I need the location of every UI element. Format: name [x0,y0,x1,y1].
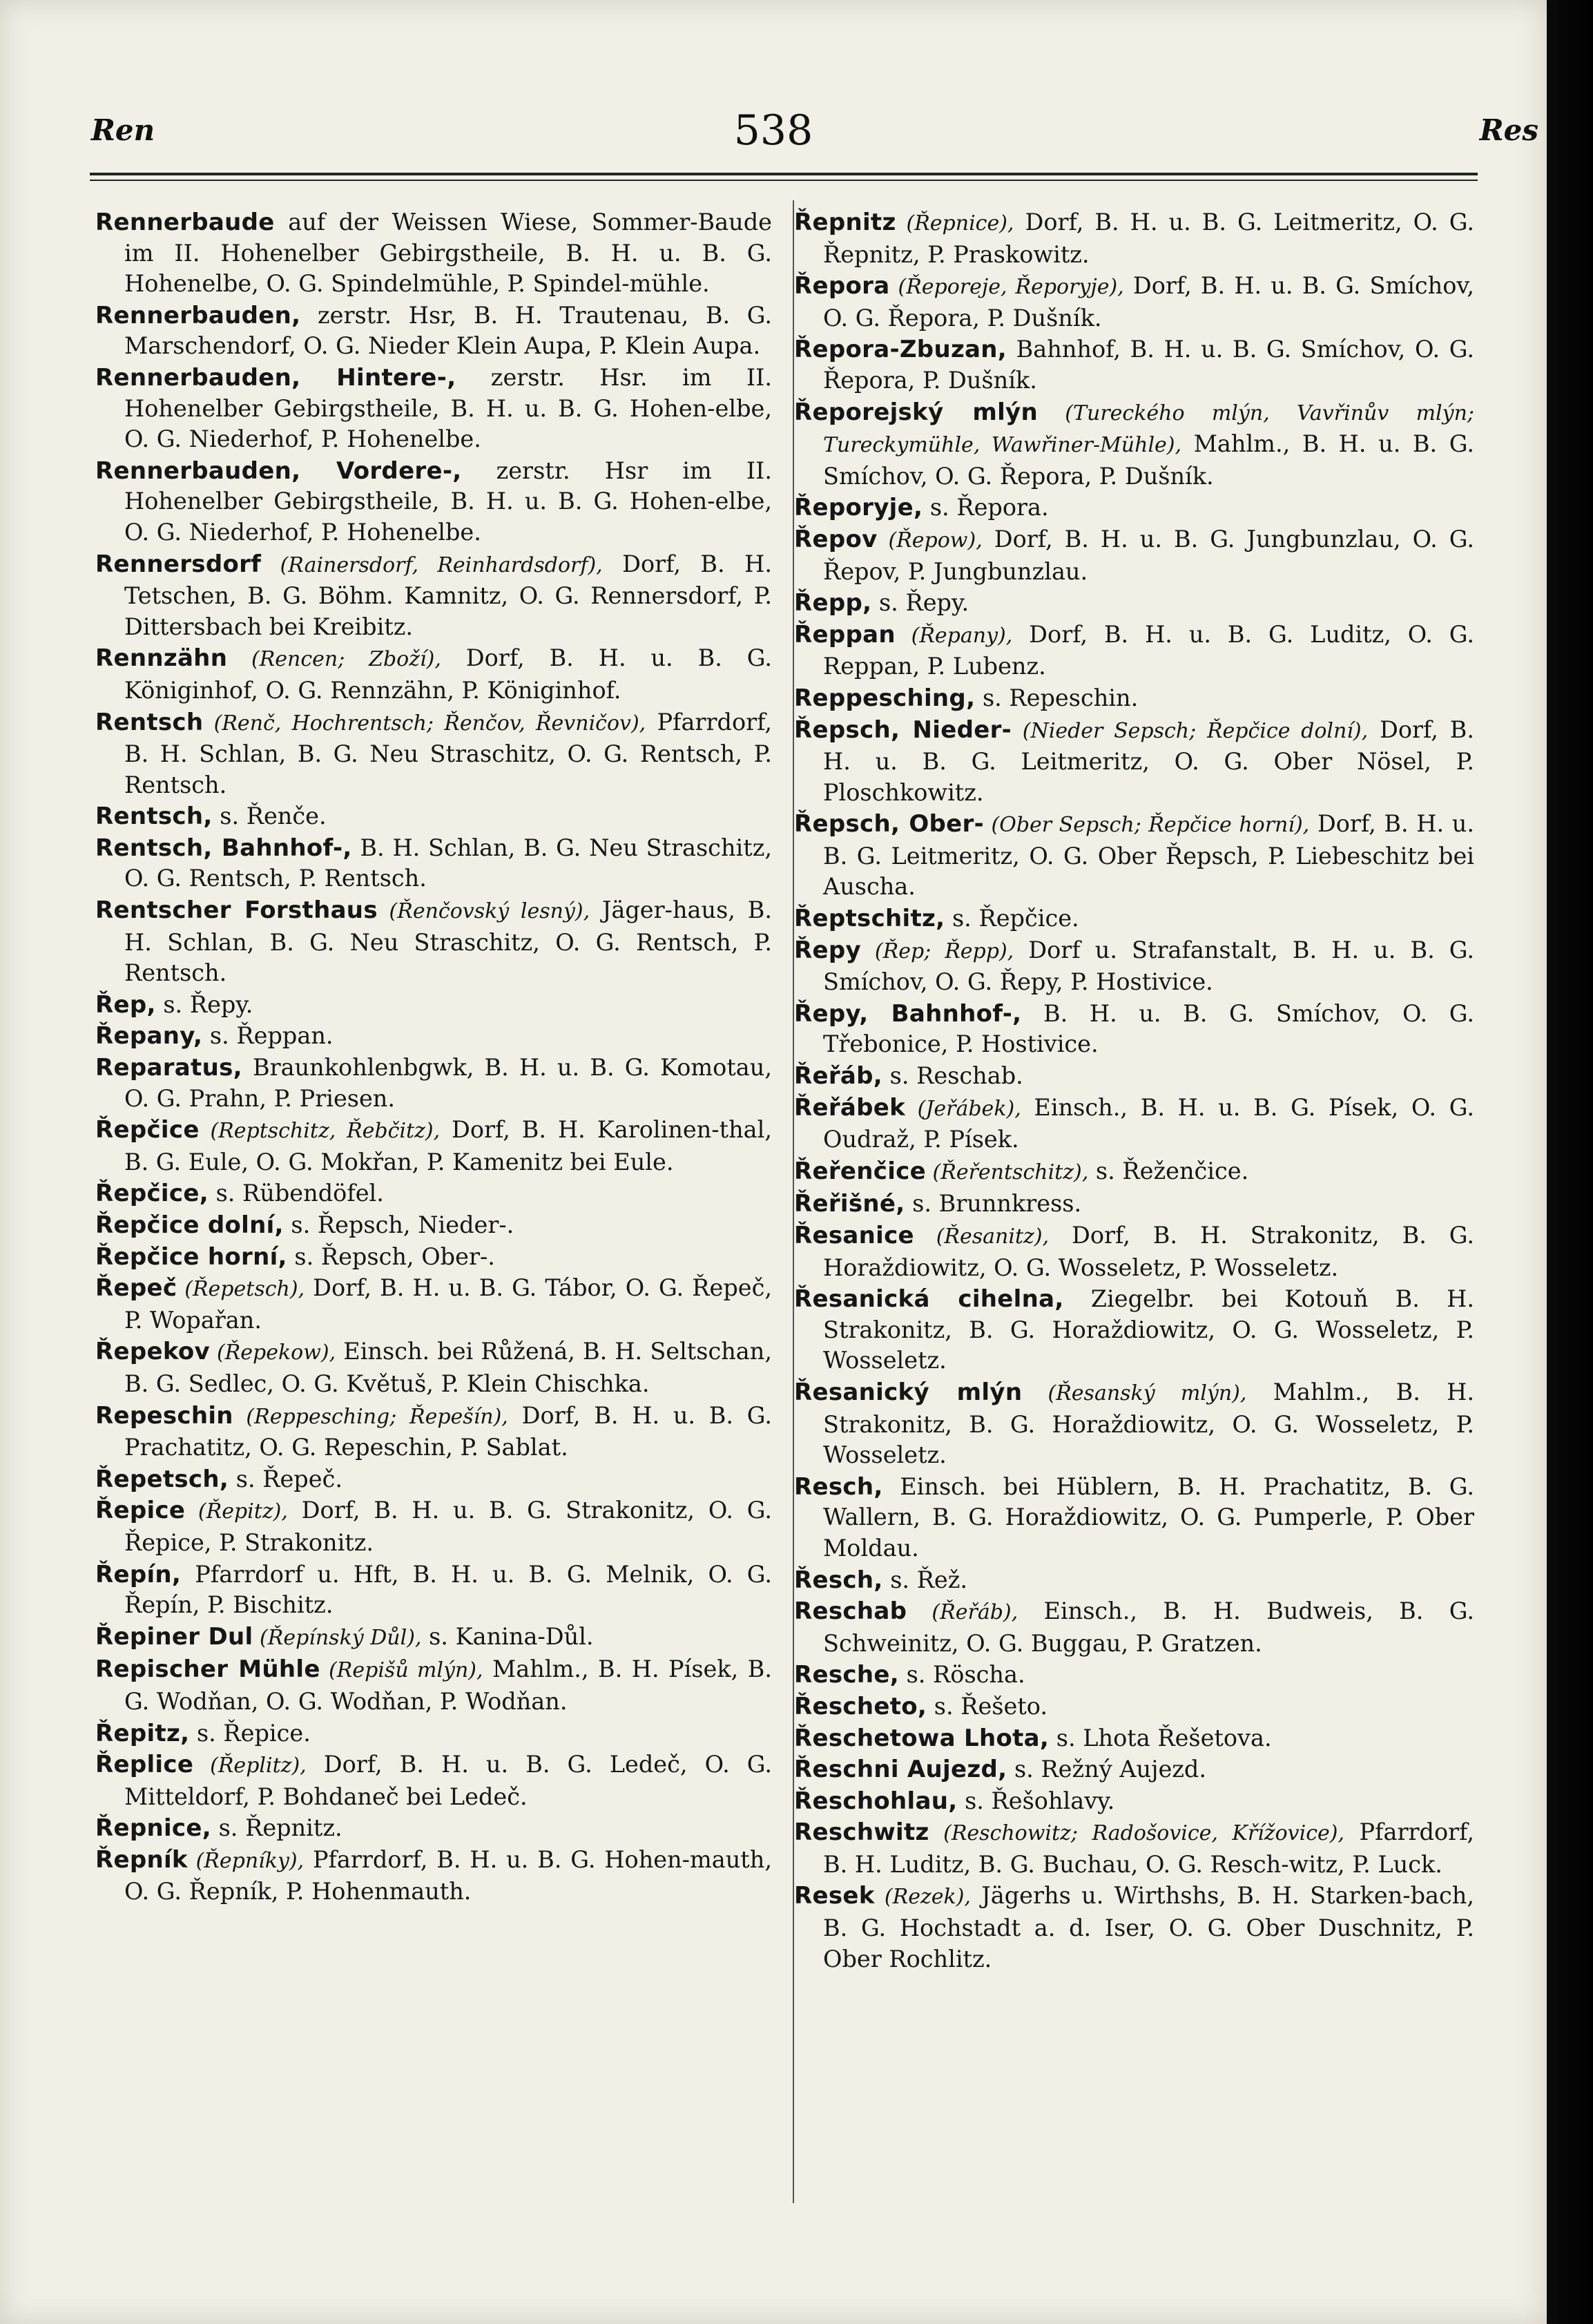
entry-description: Pfarrdorf, B. H. Schlan, B. G. Neu Straschitz, O. G. Rentsch, P. Rentsch. [124,708,772,798]
entry-headword: Řeřáb, [794,1062,883,1091]
entry-description: Ziegelbr. bei Kotouň B. H. Strakonitz, B. G. Horaždiowitz, O. G. Wosseletz, P. Wosseletz. [823,1285,1474,1374]
gazetteer-entry [95,707,772,801]
entry-description: s. Rübendöfel. [208,1180,384,1207]
entry-headword: Resek [794,1882,875,1910]
entry-description: zerstr. Hsr, B. H. Trautenau, B. G. Marschendorf, O. G. Nieder Klein Aupa, P. Klein Aupa. [124,301,772,360]
gazetteer-entry [794,397,1474,492]
right-running-head: Res [1479,113,1538,147]
gazetteer-entry [95,1718,772,1749]
entry-variant-names: (Řeřentschitz), [926,1160,1089,1184]
entry-variant-names: (Reppesching; Řepešín), [233,1404,508,1429]
gazetteer-entry [794,1596,1474,1659]
entry-variant-names: (Rainersdorf, Reinhardsdorf), [261,553,603,577]
entry-headword: Reparatus, [95,1054,242,1082]
entry-variant-names: (Řeporeje, Řeporyje), [889,275,1124,300]
gazetteer-entry [95,300,772,362]
entry-description: Dorf, B. H. u. B. G. Leitmeritz, O. G. Ober Řepsch, P. Liebeschitz bei Auscha. [823,810,1474,901]
entry-description: s. Řepsch, Ober-. [287,1242,495,1270]
entry-variant-names: (Řeřáb), [907,1600,1018,1625]
entry-description: Braunkohlenbgwk, B. H. u. B. G. Komotau, O. G. Prahn, P. Priesen. [124,1054,772,1112]
entry-description: Dorf, B. H. Tetschen, B. G. Böhm. Kamnitz, O. G. Rennersdorf, P. Dittersbach bei Kreibitz. [124,550,772,640]
entry-headword: Řesanice [794,1222,914,1249]
gazetteer-entry [794,809,1474,903]
entry-headword: Řepora [794,272,890,300]
entry-variant-names: (Řepow), [877,528,983,553]
entry-variant-names: (Repišů mlýn), [320,1658,483,1683]
entry-headword: Řeschetowa Lhota, [794,1724,1050,1752]
gazetteer-entry [95,1242,772,1273]
gazetteer-entry [95,456,772,548]
entry-description: Mahlm., B. H. Písek, B. G. Wodňan, O. G. Wodňan, P. Wodňan. [124,1655,772,1715]
entry-description: s. Řešohlavy. [957,1787,1115,1814]
page-number: 538 [733,106,813,155]
entry-description: s. Řepy. [155,990,253,1018]
entry-headword: Řeschni Aujezd, [794,1756,1007,1784]
gazetteer-entry [794,683,1474,714]
entry-headword: Řepov [794,525,878,553]
gazetteer-entry [95,1813,772,1844]
header-rule-thick [90,173,1478,175]
gazetteer-entry [95,549,772,643]
entry-variant-names: (Řepetsch), [177,1277,305,1302]
entry-headword: Řescheto, [794,1692,927,1720]
entry-headword: Rennerbauden, Vordere-, [95,457,462,485]
gazetteer-entry [794,1061,1474,1092]
entry-description: Mahlm., B. H. u. B. G. Smíchov, O. G. Řepora, P. Dušník. [823,430,1474,490]
entry-headword: Řepsch, Nieder- [794,716,1012,744]
entry-headword: Rentscher Forsthaus [95,896,378,925]
entry-headword: Řeschohlau, [794,1787,958,1815]
entry-headword: Řepora-Zbuzan, [794,336,1007,364]
entry-description: Jägerhs u. Wirthshs, B. H. Starken-bach, B. G. Hochstadt a. d. Iser, O. G. Ober Duschnitz, P. Ober Rochlitz. [823,1882,1474,1972]
gazetteer-entry [95,1749,772,1812]
gazetteer-entry [794,999,1474,1060]
entry-headword: Řepice [95,1497,186,1525]
entry-description: Mahlm., B. H. Strakonitz, B. G. Horaždiowitz, O. G. Wosseletz, P. Wosseletz. [823,1378,1475,1469]
entry-headword: Řepčice horní, [95,1242,287,1271]
entry-headword: Repeschin [95,1401,233,1430]
gazetteer-entry [794,620,1474,682]
gazetteer-entry [794,1565,1474,1596]
entry-headword: Řepp, [794,589,872,617]
entry-variant-names: (Reschowitz; Radošovice, Křížovice), [929,1821,1344,1846]
gazetteer-entry [794,207,1474,270]
entry-variant-names: (Nieder Sepsch; Řepčice dolní), [1012,718,1369,743]
entry-description: s. Řepeč. [229,1465,342,1492]
gazetteer-entry [95,1336,772,1399]
entry-description: Pfarrdorf, B. H. u. B. G. Hohen-mauth, O. G. Řepník, P. Hohenmauth. [124,1845,772,1905]
gazetteer-entry [95,1559,772,1621]
entry-description: Dorf, B. H. u. B. G. Jungbunzlau, O. G. Řepov, P. Jungbunzlau. [823,525,1474,585]
gazetteer-entry [95,1622,772,1654]
entry-description: Dorf, B. H. u. B. G. Leitmeritz, O. G. Řepnitz, P. Praskowitz. [823,209,1475,268]
entry-headword: Řeptschitz, [794,905,945,933]
gazetteer-entry [794,1377,1474,1471]
entry-variant-names: (Reptschitz, Řebčitz), [199,1119,441,1144]
gazetteer-entry [794,1156,1474,1189]
entry-description: Dorf, B. H. u. B. G. Leitmeritz, O. G. Ober Nösel, P. Ploschkowitz. [823,716,1475,806]
gazetteer-entry [794,1786,1474,1817]
gazetteer-entry [794,1754,1474,1785]
entry-headword: Řepčice dolní, [95,1211,284,1239]
gazetteer-entry [794,271,1474,334]
entry-description: Dorf, B. H. u. B. G. Königinhof, O. G. Rennzähn, P. Königinhof. [124,644,772,704]
gazetteer-entry [794,1817,1474,1880]
entry-headword: Řesch, [794,1566,883,1594]
entry-variant-names: (Řepnice), [896,211,1014,236]
right-column [794,207,1474,1975]
entry-variant-names: (Řesanský mlýn), [1022,1381,1247,1405]
gazetteer-entry [794,1189,1474,1220]
entry-headword: Řesanický mlýn [794,1378,1023,1406]
entry-headword: Řesanická cihelna, [794,1285,1064,1314]
gazetteer-entry [95,1845,772,1908]
entry-headword: Rentsch, [95,803,213,831]
entry-headword: Řepy [794,936,861,964]
entry-headword: Reschwitz [794,1818,929,1847]
gazetteer-entry [794,1660,1474,1691]
entry-headword: Resche, [794,1661,899,1689]
left-running-head: Ren [91,113,155,147]
entry-headword: Reppesching, [794,684,976,712]
gazetteer-entry [794,588,1474,619]
gazetteer-entry [794,935,1474,998]
entry-variant-names: (Řepany), [895,623,1013,648]
gazetteer-entry [95,1178,772,1209]
entry-headword: Řeporejský mlýn [794,398,1038,426]
gazetteer-entry [95,1654,772,1717]
entry-description: Dorf u. Strafanstalt, B. H. u. B. G. Smíchov, O. G. Řepy, P. Hostivice. [823,936,1474,996]
entry-variant-names: (Řepínský Důl), [253,1625,422,1650]
entry-headword: Řeřišné, [794,1190,905,1218]
entry-description: Dorf, B. H. Karolinen-thal, B. G. Eule, O. G. Mokřan, P. Kamenitz bei Eule. [124,1116,772,1175]
entry-description: s. Režný Aujezd. [1007,1756,1207,1783]
entry-description: B. H. Schlan, B. G. Neu Straschitz, O. G. Rentsch, P. Rentsch. [124,834,772,892]
entry-variant-names: (Řenčovský lesný), [377,899,590,924]
entry-description: s. Röscha. [898,1661,1025,1689]
entry-headword: Řepnitz [794,209,896,236]
entry-description: s. Brunnkress. [905,1190,1082,1218]
entry-headword: Řepnice, [95,1814,211,1843]
gazetteer-entry [794,492,1474,524]
gazetteer-entry [794,1284,1474,1376]
gazetteer-entry [95,1495,772,1558]
gazetteer-entry [95,1115,772,1178]
entry-headword: Řepekov [95,1338,210,1366]
entry-headword: Repischer Mühle [95,1655,320,1684]
entry-headword: Řeporyje, [794,494,923,522]
entry-variant-names: (Tureckého mlýn, Vavřinův mlýn; Tureckymühle, Wawřiner-Mühle), [823,401,1475,458]
gazetteer-entry [95,1210,772,1241]
gazetteer-entry [95,1021,772,1052]
entry-description: Dorf, B. H. u. B. G. Tábor, O. G. Řepeč, P. Wopařan. [124,1274,773,1334]
gazetteer-entry [794,715,1474,809]
gazetteer-entry [95,833,772,894]
entry-description: Einsch., B. H. u. B. G. Písek, O. G. Oudraž, P. Písek. [823,1093,1474,1153]
entry-description: s. Řepora. [923,494,1049,521]
gazetteer-entry [95,895,772,989]
entry-description: s. Repeschin. [975,684,1139,711]
entry-variant-names: (Renč, Hochrentsch; Řenčov, Řevničov), [203,711,646,736]
entry-description: s. Řepy. [871,589,969,617]
header-rule-thin [90,180,1478,181]
entry-headword: Rennerbaude [95,209,275,236]
entry-description: s. Řež. [882,1566,968,1593]
entry-headword: Reschab [794,1597,907,1626]
entry-description: s. Řenče. [212,803,327,830]
entry-description: Dorf, B. H. Strakonitz, B. G. Horaždiowitz, O. G. Wosseletz, P. Wosseletz. [823,1222,1474,1281]
entry-description: Pfarrdorf, B. H. Luditz, B. G. Buchau, O. G. Resch-witz, P. Luck. [823,1818,1474,1878]
entry-description: zerstr. Hsr. im II. Hohenelber Gebirgstheile, B. H. u. B. G. Hohen-elbe, O. G. Niederhof, P. Hohenelbe. [124,363,772,453]
entry-description: s. Řepnitz. [211,1814,342,1842]
entry-description: s. Řeženčice. [1088,1157,1249,1184]
gazetteer-entry [95,207,772,300]
entry-variant-names: (Jeřábek), [905,1096,1021,1121]
entry-headword: Řepín, [95,1560,182,1588]
gazetteer-entry [794,1881,1474,1975]
gazetteer-entry [95,363,772,455]
entry-variant-names: (Řepníky), [187,1848,305,1873]
entry-variant-names: (Ober Sepsch; Řepčice horní), [984,813,1310,838]
entry-headword: Řeppan [794,620,896,649]
gazetteer-entry [95,1464,772,1495]
entry-variant-names: (Řesanitz), [914,1225,1050,1249]
entry-description: auf der Weissen Wiese, Sommer-Baude im II. Hohenelber Gebirgstheile, B. H. u. B. G. Hohenelbe, O. G. Spindelmühle, P. Spindel-mühle. [124,209,772,298]
entry-description: Pfarrdorf u. Hft, B. H. u. B. G. Melnik, O. G. Řepín, P. Bischitz. [124,1560,772,1619]
entry-description: Einsch. bei Růžená, B. H. Seltschan, B. G. Sedlec, O. G. Květuš, P. Klein Chischka. [124,1338,773,1397]
entry-description: Dorf, B. H. u. B. G. Strakonitz, O. G. Řepice, P. Strakonitz. [124,1497,772,1556]
entry-headword: Řep, [95,990,156,1019]
entry-headword: Řepčice [95,1116,200,1144]
gazetteer-entry [95,1401,772,1463]
entry-headword: Resch, [794,1472,883,1501]
entry-variant-names: (Řeplitz), [193,1754,307,1778]
gazetteer-entry [794,334,1474,396]
entry-headword: Rennerbauden, [95,301,301,329]
gazetteer-entry [794,1472,1474,1564]
gazetteer-entry [794,1691,1474,1722]
gazetteer-entry [95,801,772,832]
gazetteer-entry [95,1053,772,1114]
entry-headword: Rennerbauden, Hintere-, [95,363,456,392]
entry-headword: Řepeč [95,1274,177,1303]
entry-headword: Řepany, [95,1022,203,1050]
entry-description: Dorf, B. H. u. B. G. Smíchov, O. G. Řepora, P. Dušník. [823,272,1475,332]
entry-description: s. Řepice. [189,1719,311,1747]
entry-description: Dorf, B. H. u. B. G. Prachatitz, O. G. Repeschin, P. Sablat. [124,1401,772,1461]
entry-variant-names: (Řepitz), [185,1499,288,1524]
gazetteer-entry [95,1273,772,1336]
entry-headword: Řeplice [95,1751,194,1779]
scan-edge [1547,0,1593,2324]
gazetteer-entry [95,990,772,1021]
entry-description: s. Řepčice. [945,905,1079,932]
gazetteer-entry [794,903,1474,934]
entry-headword: Řepy, Bahnhof-, [794,999,1022,1028]
gazetteer-entry [95,643,772,706]
entry-description: s. Řeppan. [202,1022,334,1050]
entry-description: Dorf, B. H. u. B. G. Luditz, O. G. Reppan, P. Lubenz. [823,620,1474,680]
entry-description: Dorf, B. H. u. B. G. Ledeč, O. G. Mitteldorf, P. Bohdaneč bei Ledeč. [124,1751,773,1810]
entry-description: Bahnhof, B. H. u. B. G. Smíchov, O. G. Řepora, P. Dušník. [823,336,1474,394]
entry-headword: Řepsch, Ober- [794,810,984,838]
entry-description: Jäger-haus, B. H. Schlan, B. G. Neu Straschitz, O. G. Rentsch, P. Rentsch. [124,896,772,987]
gazetteer-entry [794,1093,1474,1155]
entry-headword: Řepčice, [95,1180,209,1208]
entry-description: s. Lhota Řešetova. [1049,1724,1272,1751]
page-header [0,104,1547,173]
entry-headword: Řepiner Dul [95,1622,253,1651]
entry-headword: Rentsch [95,708,204,736]
gazetteer-entry [794,524,1474,587]
entry-variant-names: (Řep; Řepp), [860,939,1014,963]
gazetteer-entry [794,1723,1474,1754]
entry-variant-names: (Řepekow), [209,1341,336,1365]
entry-headword: Rennersdorf [95,550,262,578]
left-column [95,207,772,1908]
entry-description: s. Řešeto. [927,1692,1048,1720]
entry-description: s. Reschab. [882,1062,1023,1090]
entry-description: s. Řepsch, Nieder-. [283,1211,514,1238]
entry-variant-names: (Rencen; Zboží), [227,647,441,672]
entry-headword: Řepitz, [95,1719,190,1747]
entry-headword: Řeřenčice [794,1157,926,1185]
entry-description: zerstr. Hsr im II. Hohenelber Gebirgstheile, B. H. u. B. G. Hohen-elbe, O. G. Niederhof, P. Hohenelbe. [124,457,772,546]
gazetteer-entry [794,1220,1474,1283]
entry-variant-names: (Rezek), [874,1885,971,1910]
entry-description: B. H. u. B. G. Smíchov, O. G. Třebonice, P. Hostivice. [823,999,1474,1058]
entry-description: Einsch. bei Hüblern, B. H. Prachatitz, B. G. Wallern, B. G. Horaždiowitz, O. G. Pumperle, P. Ober Moldau. [823,1472,1474,1562]
entry-headword: Řepník [95,1845,188,1874]
entry-headword: Řepetsch, [95,1465,229,1493]
entry-description: Einsch., B. H. Budweis, B. G. Schweinitz, O. G. Buggau, P. Gratzen. [823,1597,1474,1657]
entry-headword: Řeřábek [794,1093,906,1122]
entry-headword: Rentsch, Bahnhof-, [95,834,352,862]
entry-headword: Rennzähn [95,644,228,673]
entry-description: s. Kanina-Důl. [421,1622,594,1650]
